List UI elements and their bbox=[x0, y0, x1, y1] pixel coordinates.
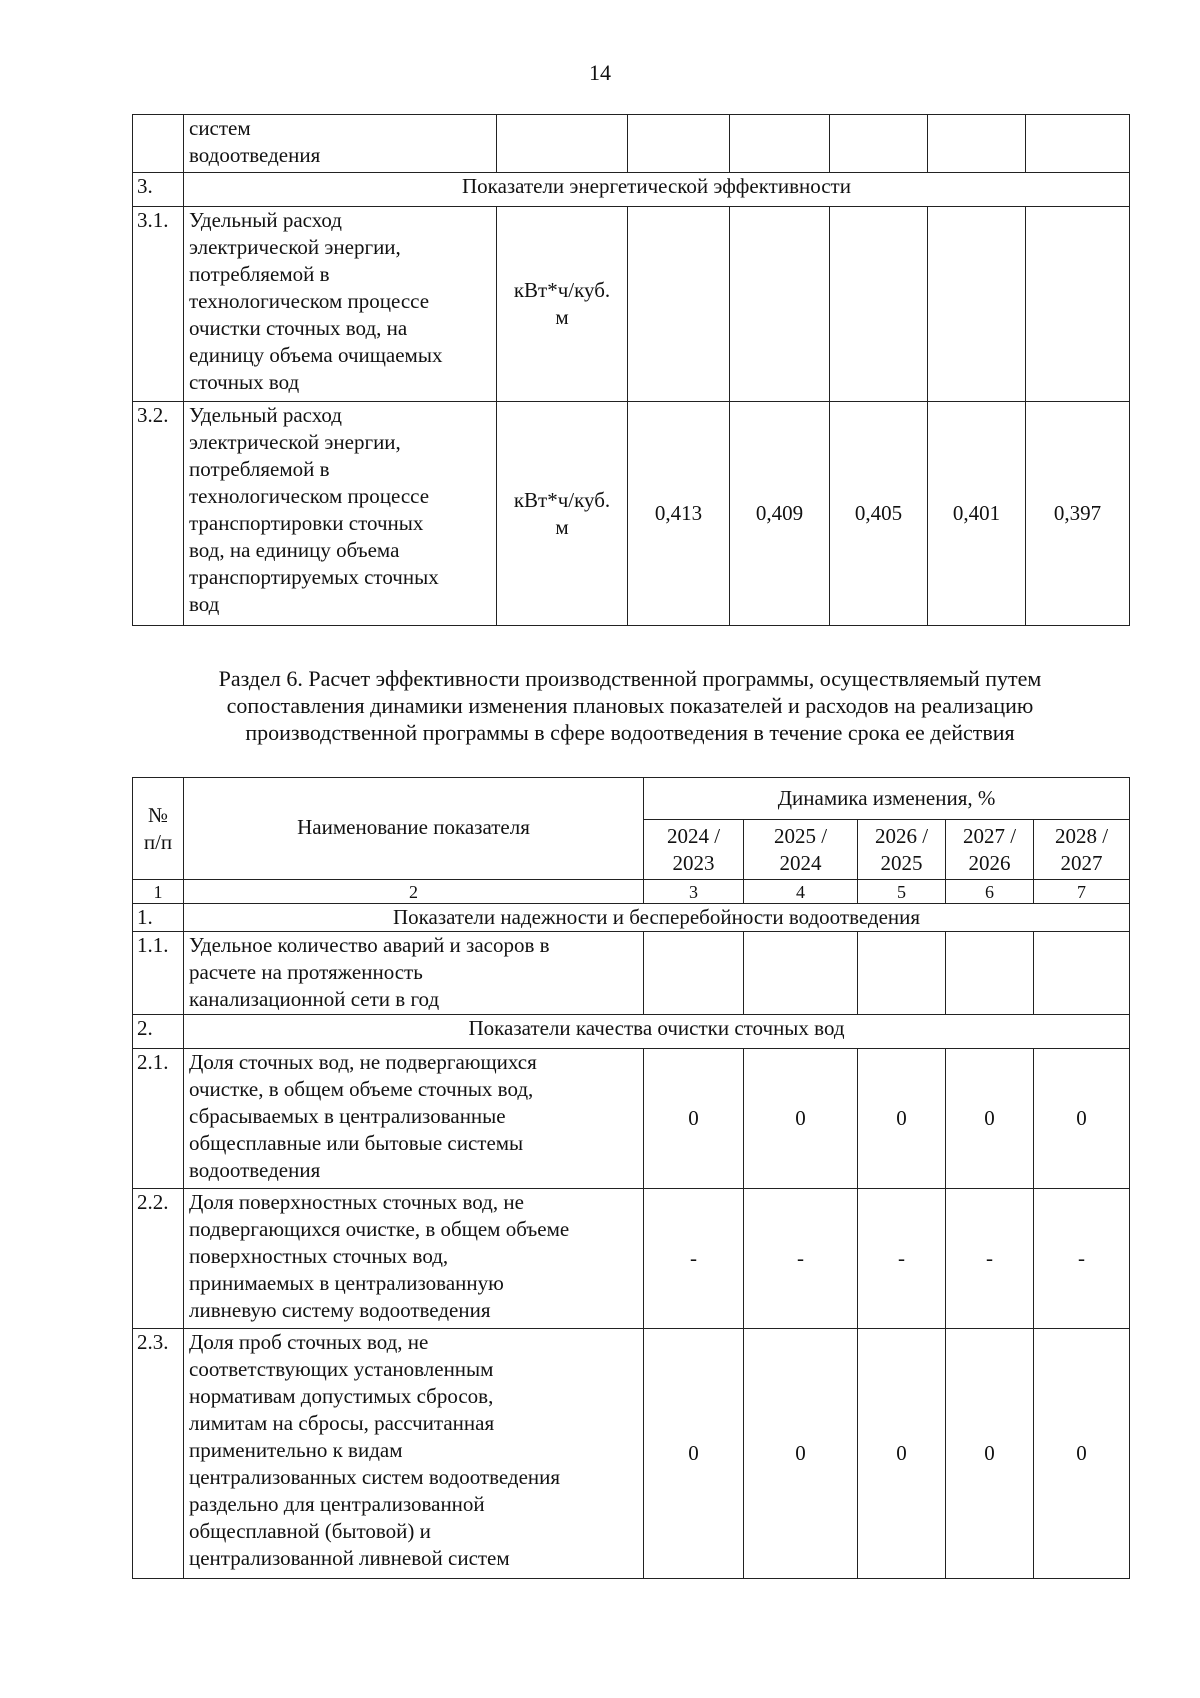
cell-value bbox=[628, 207, 730, 402]
cell-value: 0 bbox=[644, 1329, 744, 1579]
section-title: Показатели энергетической эффективности bbox=[184, 173, 1130, 207]
cell-value: 0 bbox=[1034, 1049, 1130, 1189]
text-line: общесплавной (бытовой) и bbox=[189, 1519, 431, 1543]
row-num: 3.1. bbox=[133, 207, 184, 402]
heading-line: сопоставления динамики изменения плановых показателей и расходов на реализацию bbox=[226, 693, 1034, 718]
cell-value bbox=[928, 115, 1026, 173]
text-line: м bbox=[555, 305, 569, 329]
efficiency-dynamics-table bbox=[132, 777, 1130, 1579]
cell-value bbox=[1026, 115, 1130, 173]
cell-name bbox=[184, 1049, 644, 1189]
cell-value bbox=[644, 932, 744, 1015]
text-line: сбрасываемых в централизованные bbox=[189, 1104, 506, 1128]
cell-name bbox=[184, 932, 644, 1015]
row-num: 3.2. bbox=[133, 402, 184, 626]
cell-value: - bbox=[946, 1189, 1034, 1329]
heading-line: Раздел 6. Расчет эффективности производственной программы, осуществляемый путем bbox=[218, 666, 1042, 691]
cell-value: 0,409 bbox=[730, 402, 830, 626]
text-line: централизованных систем водоотведения bbox=[189, 1465, 561, 1489]
header-name: Наименование показателя bbox=[184, 778, 644, 880]
cell-value bbox=[858, 932, 946, 1015]
text-line: Доля проб сточных вод, не bbox=[189, 1330, 429, 1354]
header-year bbox=[644, 820, 744, 880]
cell-value: 0 bbox=[744, 1329, 858, 1579]
text-line: применительно к видам bbox=[189, 1438, 403, 1462]
text-line: электрической энергии, bbox=[189, 235, 401, 259]
col-number: 6 bbox=[946, 880, 1034, 904]
col-number: 7 bbox=[1034, 880, 1130, 904]
text-line: 2025 / bbox=[773, 823, 828, 848]
cell-value bbox=[946, 932, 1034, 1015]
text-line: единицу объема очищаемых bbox=[189, 343, 443, 367]
text-line: Удельный расход bbox=[189, 403, 342, 427]
text-line: п/п bbox=[143, 829, 173, 854]
text-line: систем bbox=[189, 116, 251, 140]
text-line: Удельный расход bbox=[189, 208, 342, 232]
header-num bbox=[133, 778, 184, 880]
cell-value: 0,405 bbox=[830, 402, 928, 626]
text-line: электрической энергии, bbox=[189, 430, 401, 454]
text-line: кВт*ч/куб. bbox=[513, 487, 611, 512]
cell-value bbox=[730, 207, 830, 402]
header-year bbox=[1034, 820, 1130, 880]
cell-unit bbox=[497, 402, 628, 626]
table-row bbox=[133, 207, 1130, 402]
text-line: 2023 bbox=[672, 850, 715, 875]
section-title: Показатели качества очистки сточных вод bbox=[184, 1015, 1130, 1049]
section-row bbox=[133, 904, 1130, 932]
text-line: 2024 bbox=[779, 850, 822, 875]
text-line: нормативам допустимых сбросов, bbox=[189, 1384, 494, 1408]
section-row bbox=[133, 1015, 1130, 1049]
text-line: канализационной сети в год bbox=[189, 987, 440, 1011]
column-number-row bbox=[133, 880, 1130, 904]
text-line: Доля поверхностных сточных вод, не bbox=[189, 1190, 524, 1214]
cell-value: - bbox=[1034, 1189, 1130, 1329]
cell-value: 0 bbox=[946, 1329, 1034, 1579]
cell-value: 0,413 bbox=[628, 402, 730, 626]
cell-value: 0,397 bbox=[1026, 402, 1130, 626]
cell-value: - bbox=[744, 1189, 858, 1329]
cell-value bbox=[628, 115, 730, 173]
cell-value: - bbox=[644, 1189, 744, 1329]
text-line: технологическом процессе bbox=[189, 484, 430, 508]
cell-value: 0 bbox=[644, 1049, 744, 1189]
row-num: 2.3. bbox=[133, 1329, 184, 1579]
text-line: 2025 bbox=[880, 850, 923, 875]
cell-unit bbox=[497, 207, 628, 402]
cell-value bbox=[730, 115, 830, 173]
col-number: 4 bbox=[744, 880, 858, 904]
cell-unit bbox=[497, 115, 628, 173]
text-line: Доля сточных вод, не подвергающихся bbox=[189, 1050, 537, 1074]
text-line: транспортировки сточных bbox=[189, 511, 424, 535]
cell-value: 0,401 bbox=[928, 402, 1026, 626]
row-num: 1.1. bbox=[133, 932, 184, 1015]
text-line: сточных вод bbox=[189, 370, 300, 394]
heading-line: производственной программы в сфере водоотведения в течение срока ее действия bbox=[245, 720, 1015, 745]
table-row bbox=[133, 932, 1130, 1015]
section-num: 1. bbox=[133, 904, 184, 932]
text-line: поверхностных сточных вод, bbox=[189, 1244, 449, 1268]
cell-name bbox=[184, 402, 497, 626]
section-title: Показатели надежности и бесперебойности водоотведения bbox=[184, 904, 1130, 932]
cell-value: 0 bbox=[744, 1049, 858, 1189]
cell-name bbox=[184, 1329, 644, 1579]
page-number: 14 bbox=[589, 60, 611, 85]
text-line: вод bbox=[189, 592, 220, 616]
header-dynamics: Динамика изменения, % bbox=[644, 778, 1130, 820]
text-line: 2026 / bbox=[874, 823, 929, 848]
table-row bbox=[133, 1329, 1130, 1579]
cell-value bbox=[830, 115, 928, 173]
cell-value: 0 bbox=[1034, 1329, 1130, 1579]
text-line: очистке, в общем объеме сточных вод, bbox=[189, 1077, 534, 1101]
table-row bbox=[133, 1049, 1130, 1189]
cell-num bbox=[133, 115, 184, 173]
cell-value: - bbox=[858, 1189, 946, 1329]
text-line: вод, на единицу объема bbox=[189, 538, 400, 562]
table-row bbox=[133, 402, 1130, 626]
row-num: 2.1. bbox=[133, 1049, 184, 1189]
header-row bbox=[133, 778, 1130, 820]
text-line: потребляемой в bbox=[189, 262, 330, 286]
cell-value bbox=[830, 207, 928, 402]
table-row bbox=[133, 1189, 1130, 1329]
table-row bbox=[133, 115, 1130, 173]
text-line: общесплавные или бытовые системы bbox=[189, 1131, 524, 1155]
text-line: расчете на протяженность bbox=[189, 960, 423, 984]
text-line: раздельно для централизованной bbox=[189, 1492, 485, 1516]
header-year bbox=[858, 820, 946, 880]
cell-name bbox=[184, 115, 497, 173]
cell-name bbox=[184, 207, 497, 402]
text-line: 2026 bbox=[968, 850, 1011, 875]
text-line: соответствующих установленным bbox=[189, 1357, 494, 1381]
text-line: лимитам на сбросы, рассчитанная bbox=[189, 1411, 495, 1435]
text-line: технологическом процессе bbox=[189, 289, 430, 313]
section-num: 2. bbox=[133, 1015, 184, 1049]
cell-value: 0 bbox=[858, 1329, 946, 1579]
section-heading bbox=[120, 665, 1140, 746]
text-line: Удельное количество аварий и засоров в bbox=[189, 933, 550, 957]
text-line: транспортируемых сточных bbox=[189, 565, 439, 589]
cell-value bbox=[1026, 207, 1130, 402]
row-num: 2.2. bbox=[133, 1189, 184, 1329]
cell-value bbox=[1034, 932, 1130, 1015]
text-line: 2027 / bbox=[962, 823, 1017, 848]
text-line: № bbox=[147, 802, 169, 827]
energy-efficiency-table bbox=[132, 114, 1130, 626]
text-line: м bbox=[555, 514, 569, 539]
cell-value: 0 bbox=[858, 1049, 946, 1189]
col-number: 1 bbox=[133, 880, 184, 904]
text-line: кВт*ч/куб. bbox=[513, 278, 611, 302]
text-line: водоотведения bbox=[189, 1158, 321, 1182]
section-num: 3. bbox=[133, 173, 184, 207]
text-line: 2024 / bbox=[666, 823, 721, 848]
text-line: потребляемой в bbox=[189, 457, 330, 481]
text-line: ливневую систему водоотведения bbox=[189, 1298, 491, 1322]
col-number: 5 bbox=[858, 880, 946, 904]
text-line: 2027 bbox=[1060, 850, 1103, 875]
text-line: централизованной ливневой систем bbox=[189, 1546, 510, 1570]
col-number: 3 bbox=[644, 880, 744, 904]
cell-name bbox=[184, 1189, 644, 1329]
cell-value bbox=[928, 207, 1026, 402]
text-line: принимаемых в централизованную bbox=[189, 1271, 504, 1295]
text-line: водоотведения bbox=[189, 143, 321, 167]
col-number: 2 bbox=[184, 880, 644, 904]
text-line: очистки сточных вод, на bbox=[189, 316, 408, 340]
section-row bbox=[133, 173, 1130, 207]
text-line: 2028 / bbox=[1054, 823, 1109, 848]
header-year bbox=[946, 820, 1034, 880]
header-year bbox=[744, 820, 858, 880]
cell-value bbox=[744, 932, 858, 1015]
cell-value: 0 bbox=[946, 1049, 1034, 1189]
text-line: подвергающихся очистке, в общем объеме bbox=[189, 1217, 570, 1241]
